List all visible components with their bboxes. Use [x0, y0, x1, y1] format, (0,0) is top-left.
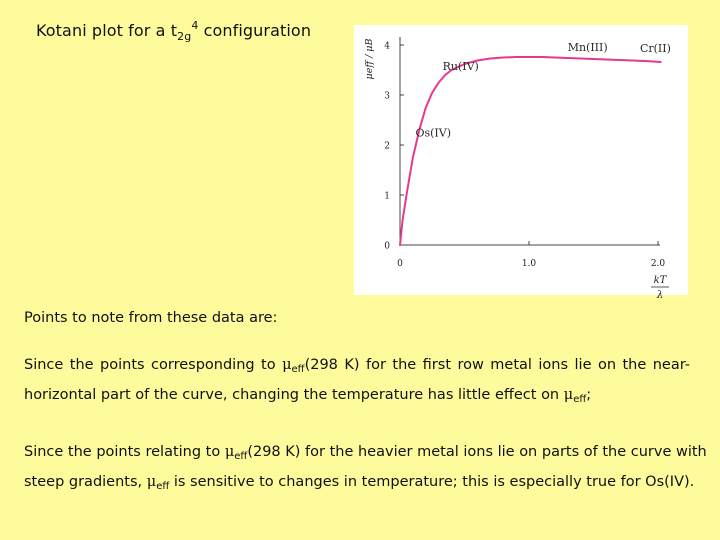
kotani-chart-svg [354, 25, 688, 301]
y-tick-label: 3 [384, 91, 390, 102]
y-axis-label: μeff / μB [364, 38, 375, 80]
point-heavier [24, 444, 707, 492]
point-heavier-line2: steep gradients, $\mu_{eff}$ is sensitive to changes in temperature; this is especially true for Os(IV). [24, 474, 695, 492]
y-tick-label: 4 [384, 41, 390, 52]
slide-title: Kotani plot for a $t_{2g}^4$ configuration [36, 19, 312, 43]
series-line-0 [400, 57, 661, 245]
point-first-row [24, 357, 690, 405]
y-tick-label: 2 [384, 141, 390, 152]
x-tick-label: 0 [397, 259, 403, 269]
x-tick-label: 2.0 [650, 259, 666, 269]
y-tick-label: 0 [384, 241, 390, 252]
x-axis-label-top: kT [653, 275, 667, 286]
x-axis-label-bottom: λ [656, 290, 664, 301]
point-heavier-line1: Since the points relating to $\mu_{eff}(298$ K) for the heavier metal ions lie on parts of the curve with [24, 444, 707, 462]
kotani-plot [354, 25, 688, 301]
intro-text: Points to note from these data are: [24, 310, 278, 326]
point-first-row-line1: Since the points corresponding to $\mu_{eff}(298$ K) for the first row metal ions lie on the near- [24, 357, 691, 375]
x-tick-label: 1.0 [521, 259, 537, 269]
annotation-cr-ii: Cr(II) [639, 42, 671, 55]
annotation-ru-iv: Ru(IV) [442, 60, 479, 73]
annotation-mn-iii: Mn(III) [567, 41, 608, 54]
y-tick-label: 1 [384, 191, 390, 202]
point-first-row-line2: horizontal part of the curve, changing the temperature has little effect on $\mu_{eff}$; [24, 387, 592, 405]
annotation-os-iv: Os(IV) [415, 126, 452, 140]
